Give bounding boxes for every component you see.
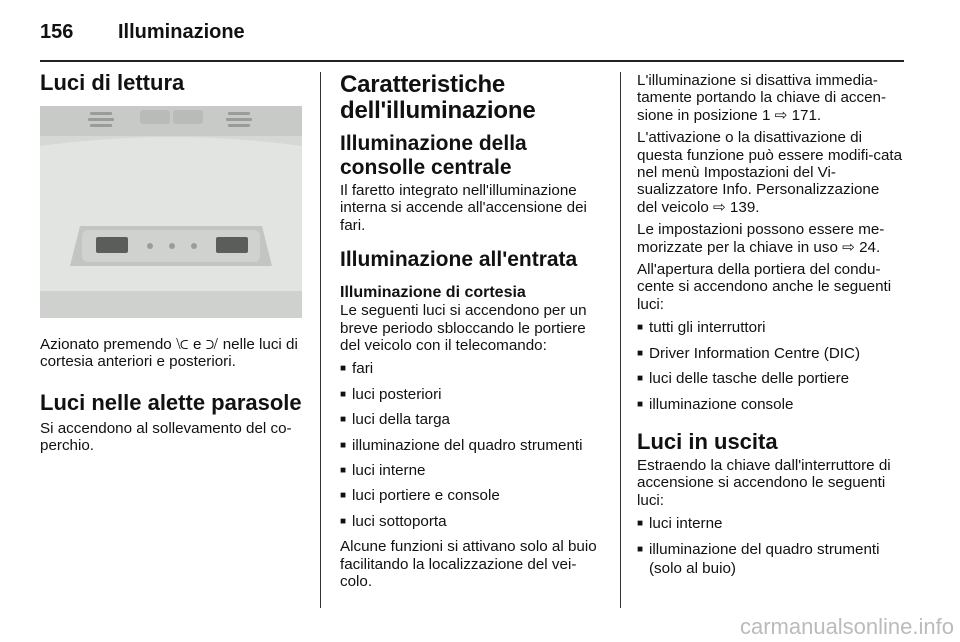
column-divider — [320, 72, 321, 608]
column-middle — [340, 72, 602, 596]
list-item: ■ illuminazione del quadro strumenti (solo al buio) — [637, 541, 903, 578]
list-item: ■ luci portiere e console — [340, 487, 602, 506]
reading-lights-photo — [40, 106, 302, 318]
column-left — [40, 70, 302, 460]
list-item: ■ luci interne — [340, 462, 602, 481]
center-console-text: Il faretto integrato nell'illuminazione interna si accende all'accensione dei fari. — [340, 182, 587, 234]
section-title-entry-lighting: Illuminazione all'entrata — [340, 248, 578, 272]
list-item: ■ fari — [340, 360, 602, 379]
courtesy-closing-text: Alcune funzioni si attivano solo al buio facilitando la localizzazione del vei-colo. — [340, 538, 597, 591]
column-right — [637, 72, 903, 583]
list-item: ■ luci delle tasche delle portiere — [637, 370, 903, 389]
list-item: ■ luci posteriori — [340, 386, 602, 405]
paragraph: Le impostazioni possono essere me-morizzate per la chiave in uso ⇨ 24. — [637, 221, 885, 256]
exit-lighting-text: Estraendo la chiave dall'interruttore di accensione si accendono le seguenti luci: — [637, 456, 891, 509]
page-header — [40, 18, 904, 62]
section-title-center-console: Illuminazione della consolle centrale — [340, 132, 527, 179]
list-item: ■ illuminazione del quadro strumenti — [340, 437, 602, 456]
section-title-reading-lights: Luci di lettura — [40, 70, 185, 95]
watermark: carmanualsonline.info — [739, 614, 954, 639]
list-item: ■ luci interne — [637, 515, 903, 534]
exit-lights-list — [637, 515, 903, 577]
sunvisor-lights-text: Si accendono al sollevamento del co-perchio. — [40, 419, 292, 455]
subsection-title-courtesy: Illuminazione di cortesia — [340, 284, 526, 302]
driver-door-lights-list — [637, 319, 903, 415]
section-title-exit-lighting: Luci in uscita — [637, 428, 778, 454]
running-title: Illuminazione — [118, 21, 245, 43]
list-item: ■ luci della targa — [340, 411, 602, 430]
paragraph: All'apertura della portiera del condu-cente si accendono anche le seguenti luci: — [637, 261, 892, 313]
column-divider — [620, 72, 621, 608]
list-item: ■ tutti gli interruttori — [637, 319, 903, 338]
courtesy-text: Le seguenti luci si accendono per un breve periodo sbloccando le portiere del veicolo con il telecomando: — [340, 302, 587, 355]
list-item: ■ Driver Information Centre (DIC) — [637, 345, 903, 364]
paragraph: L'attivazione o la disattivazione di questa funzione può essere modifi-cata nel menù Impostazioni del Vi-sualizzatore Info. Personalizzazione del veicolo ⇨ 139. — [637, 129, 903, 216]
reading-lights-caption: Azionato premendo ⟈ e ⟉ nelle luci di cortesia anteriori e posteriori. — [40, 336, 298, 371]
section-title-sunvisor-lights: Luci nelle alette parasole — [40, 389, 302, 415]
paragraph: L'illuminazione si disattiva immedia-tamente portando la chiave di accen-sione in posizione 1 ⇨ 171. — [637, 72, 887, 124]
page-number: 156 — [40, 21, 74, 43]
list-item: ■ illuminazione console — [637, 396, 903, 415]
courtesy-lights-list — [340, 360, 602, 532]
list-item: ■ luci sottoporta — [340, 513, 602, 532]
chapter-title: Caratteristiche dell'illuminazione — [340, 71, 536, 124]
reading-lights-illustration — [40, 106, 302, 318]
